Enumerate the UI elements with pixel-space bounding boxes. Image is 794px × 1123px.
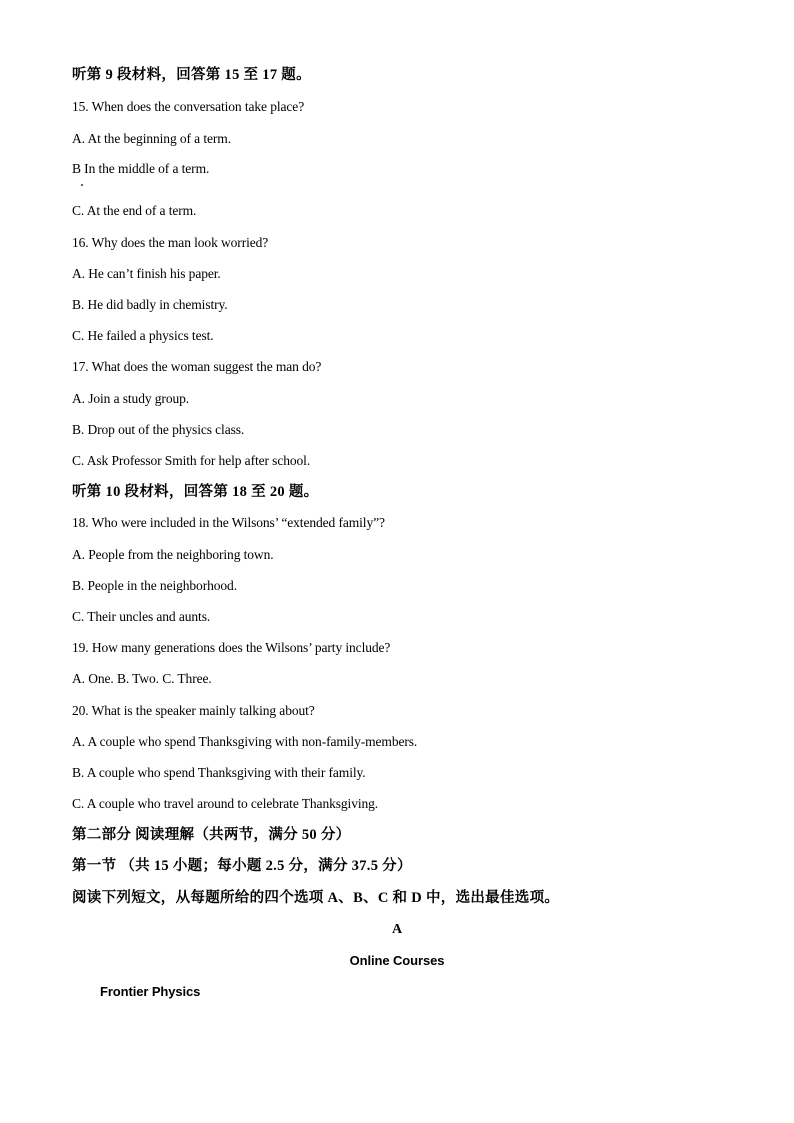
question-16-option-b: B. He did badly in chemistry.	[72, 297, 228, 312]
question-20-option-b: B. A couple who spend Thanksgiving with their family.	[72, 765, 366, 780]
question-16: 16. Why does the man look worried?	[72, 235, 269, 250]
part-2-heading: 第二部分 阅读理解（共两节，满分 50 分）	[72, 827, 351, 843]
stray-dot-mark	[81, 184, 83, 186]
question-15-option-c: C. At the end of a term.	[72, 203, 197, 218]
question-18-option-c: C. Their uncles and aunts.	[72, 609, 211, 624]
part-2-section-1-heading: 第一节 （共 15 小题；每小题 2.5 分，满分 37.5 分）	[72, 858, 412, 874]
question-17: 17. What does the woman suggest the man do?	[72, 359, 322, 374]
question-18-option-b: B. People in the neighborhood.	[72, 578, 237, 593]
question-18-option-a: A. People from the neighboring town.	[72, 547, 274, 562]
question-20: 20. What is the speaker mainly talking about?	[72, 703, 315, 718]
reading-instruction: 阅读下列短文，从每题所给的四个选项 A、B、C 和 D 中，选出最佳选项。	[72, 890, 560, 906]
question-15-option-a: A. At the beginning of a term.	[72, 131, 231, 146]
question-18: 18. Who were included in the Wilsons’ “extended family”?	[72, 515, 385, 530]
course-title: Frontier Physics	[100, 984, 201, 999]
question-20-option-a: A. A couple who spend Thanksgiving with non-family-members.	[72, 734, 418, 749]
question-20-option-c: C. A couple who travel around to celebrate Thanksgiving.	[72, 796, 379, 811]
section-10-heading: 听第 10 段材料，回答第 18 至 20 题。	[72, 484, 319, 500]
question-16-option-a: A. He can’t finish his paper.	[72, 266, 221, 281]
question-17-option-b: B. Drop out of the physics class.	[72, 422, 245, 437]
question-19-options: A. One. B. Two. C. Three.	[72, 671, 212, 686]
question-15: 15. When does the conversation take place?	[72, 99, 305, 114]
question-15-option-b: B In the middle of a term.	[72, 161, 210, 176]
question-17-option-c: C. Ask Professor Smith for help after school.	[72, 453, 311, 468]
passage-letter: A	[391, 922, 402, 937]
question-17-option-a: A. Join a study group.	[72, 391, 190, 406]
question-19: 19. How many generations does the Wilsons’ party include?	[72, 640, 391, 655]
question-16-option-c: C. He failed a physics test.	[72, 328, 214, 343]
passage-title: Online Courses	[349, 953, 445, 968]
section-9-heading: 听第 9 段材料，回答第 15 至 17 题。	[72, 67, 311, 83]
